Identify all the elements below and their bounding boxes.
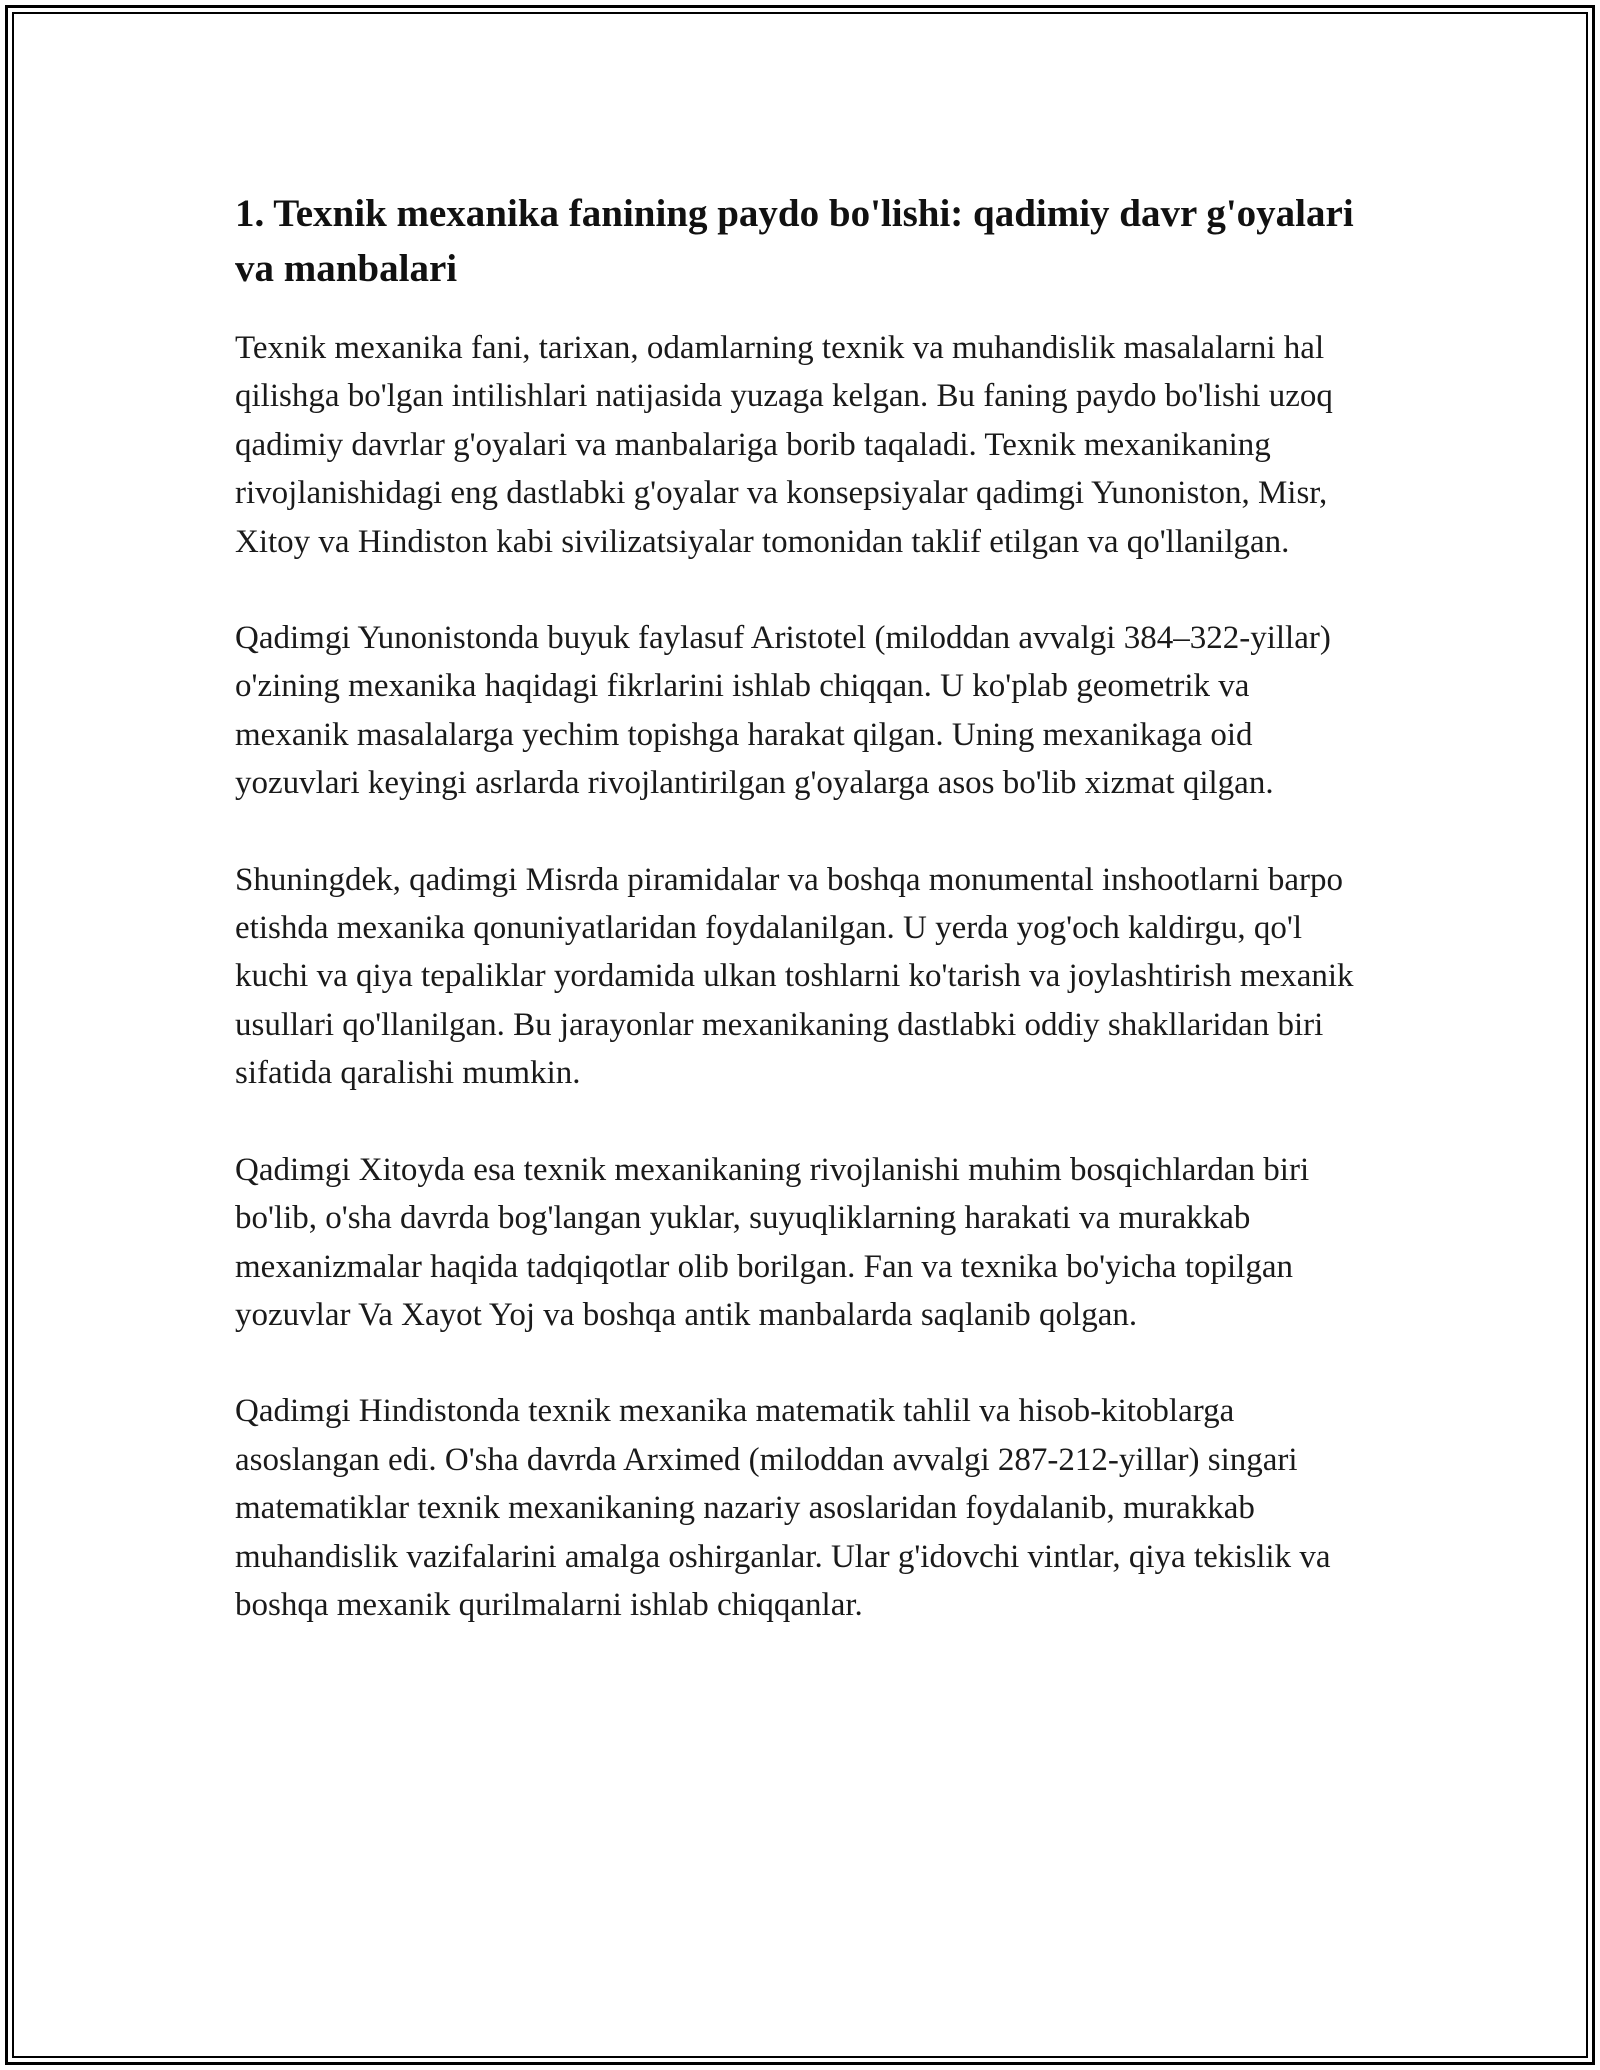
- paragraph-greece: Qadimgi Yunonistonda buyuk faylasuf Aristotel (miloddan avvalgi 384–322-yillar) o'zining mexanika haqidagi fikrlarini ishlab chiqqan. U ko'plab geometrik va mexanik masalalarga yechim topishga harakat qilgan. Uning mexanikaga oid yozuvlari keyingi asrlarda rivojlantirilgan g'oyalarga asos bo'lib xizmat qilgan.: [235, 620, 1331, 802]
- paragraph-intro: Texnik mexanika fani, tarixan, odamlarning texnik va muhandislik masalalarni hal qilishga bo'lgan intilishlari natijasida yuzaga kelgan. Bu faning paydo bo'lishi uzoq qadimiy davrlar g'oyalari va manbalariga borib taqaladi. Texnik mexanikaning rivojlanishidagi eng dastlabki g'oyalar va konsepsiyalar qadimgi Yunoniston, Misr, Xitoy va Hindiston kabi sivilizatsiyalar tomonidan taklif etilgan va qo'llanilgan.: [235, 330, 1333, 560]
- paragraph-india: Qadimgi Hindistonda texnik mexanika matematik tahlil va hisob-kitoblarga asoslangan edi. O'sha davrda Arximed (miloddan avvalgi 287-212-yillar) singari matematiklar texnik mexanikaning nazariy asoslaridan foydalanib, murakkab muhandislik vazifalarini amalga oshirganlar. Ular g'idovchi vintlar, qiya tekislik va boshqa mexanik qurilmalarni ishlab chiqqanlar.: [235, 1393, 1331, 1623]
- document-body: [235, 186, 1365, 1677]
- section-heading: 1. Texnik mexanika fanining paydo bo'lishi: qadimiy davr g'oyalari va manbalari: [235, 192, 1354, 290]
- paragraph-china: Qadimgi Xitoyda esa texnik mexanikaning rivojlanishi muhim bosqichlardan biri bo'lib, o'sha davrda bog'langan yuklar, suyuqliklarning harakati va murakkab mexanizmalar haqida tadqiqotlar olib borilgan. Fan va texnika bo'yicha topilgan yozuvlar Va Xayot Yoj va boshqa antik manbalarda saqlanib qolgan.: [235, 1151, 1310, 1333]
- paragraph-egypt: Shuningdek, qadimgi Misrda piramidalar va boshqa monumental inshootlarni barpo etishda mexanika qonuniyatlaridan foydalanilgan. U yerda yog'och kaldirgu, qo'l kuchi va qiya tepaliklar yordamida ulkan toshlarni ko'tarish va joylashtirish mexanik usullari qo'llanilgan. Bu jarayonlar mexanikaning dastlabki oddiy shakllaridan biri sifatida qaralishi mumkin.: [235, 861, 1354, 1092]
